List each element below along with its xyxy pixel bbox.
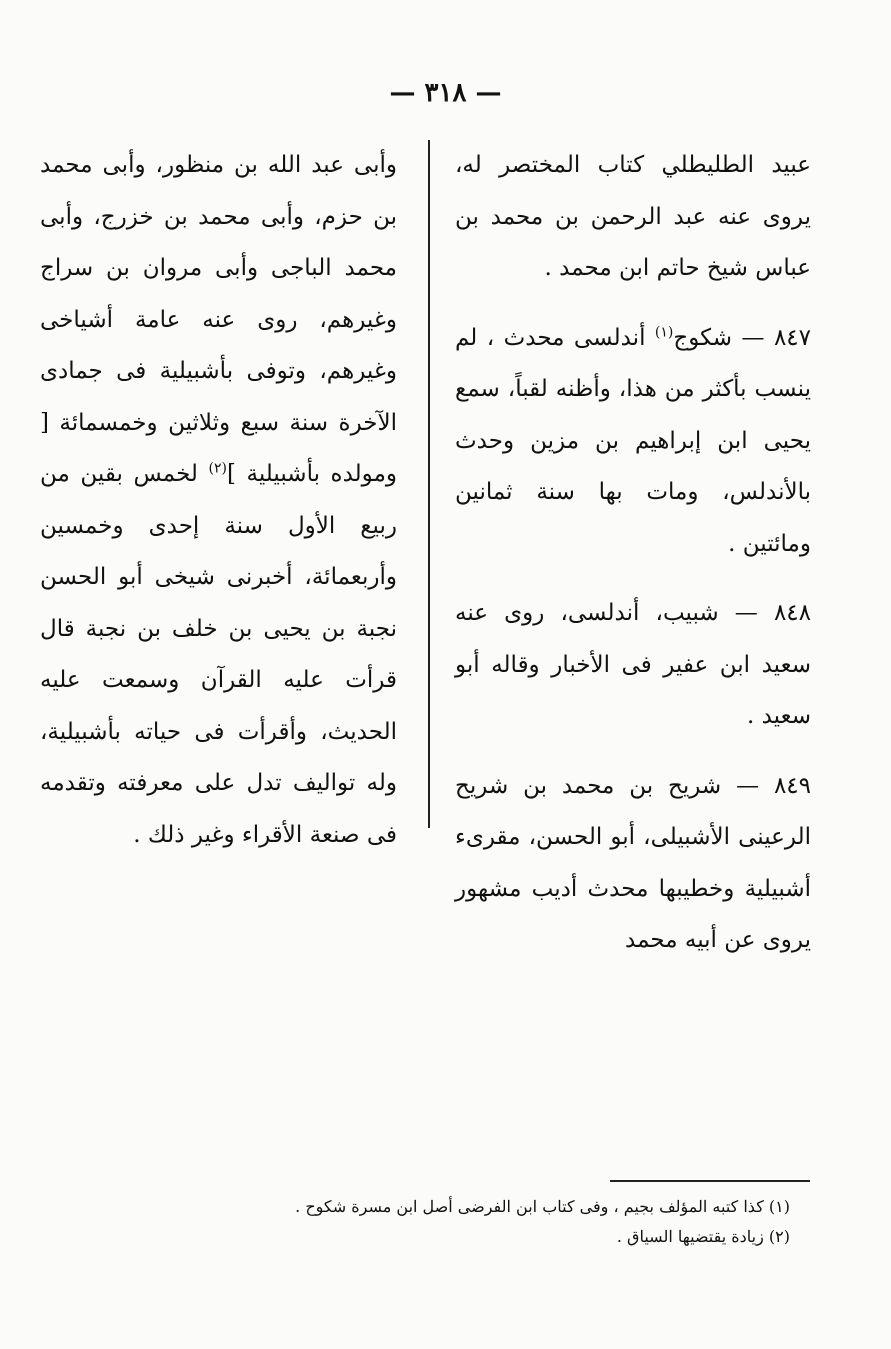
footnote-divider [610,1180,810,1182]
entry-text-end: لخمس بقين من ربيع الأول سنة إحدى وخمسين وأربعمائة، أخبرنى شيخى أبو الحسن نجبة بن يحيى بن خلف بن نجبة قال قرأت عليه القرآن وسمعت عليه الحديث، وأقرأت فى حياته بأشبيلية، وله تواليف تدل على معرفته وتقدمه فى صنعة الأقراء وغير ذلك . [40,461,397,848]
right-column [455,140,811,985]
footnotes [190,1192,790,1252]
entry-continuation [455,140,811,295]
column-divider [428,140,430,828]
entry-text-end: أندلسى محدث ، لم ينسب بأكثر من هذا، وأظنه لقباً، سمع يحيى ابن إبراهيم بن مزين وحدث بالأندلس، ومات بها سنة ثمانين ومائتين . [455,324,811,557]
entry-848 [455,588,811,743]
page-number: — ٣١٨ — [389,78,502,108]
left-column [40,140,397,861]
footnote-2: (٢) زيادة يقتضيها السياق . [616,1227,790,1246]
entry-text [455,313,811,571]
footnote-ref-1: (١) [654,323,674,340]
footnote-1: (١) كذا كتبه المؤلف بجيم ، وفى كتاب ابن الفرضى أصل ابن مسرة شكوح . [295,1197,790,1216]
footnote-ref-2: (٢) [208,460,227,477]
entry-text-start: ٨٤٧ — شكوج [673,324,811,351]
entry-text: ٨٤٨ — شبيب، أندلسى، روى عنه سعيد ابن عفير فى الأخبار وقاله أبو سعيد . [455,600,811,729]
entry-849 [455,761,811,967]
entry-text-start: وأبى عبد الله بن منظور، وأبى محمد بن حزم، وأبى محمد بن خزرج، وأبى محمد الباجى وأبى مروان بن سراج وغيرهم، روى عنه عامة أشياخى وغيرهم، وتوفى بأشبيلية فى جمادى الآخرة سنة سبع وثلاثين وخمسمائة [ ومولده بأشبيلية ] [40,152,397,487]
entry-continued-text [40,140,397,861]
entry-text: عبيد الطليطلي كتاب المختصر له، يروى عنه عبد الرحمن بن محمد بن عباس شيخ حاتم ابن محمد . [455,152,811,281]
entry-text: ٨٤٩ — شريح بن محمد بن شريح الرعينى الأشبيلى، أبو الحسن، مقرىء أشبيلية وخطيبها محدث أديب مشهور يروى عن أبيه محمد [455,772,811,953]
entry-847 [455,313,811,571]
